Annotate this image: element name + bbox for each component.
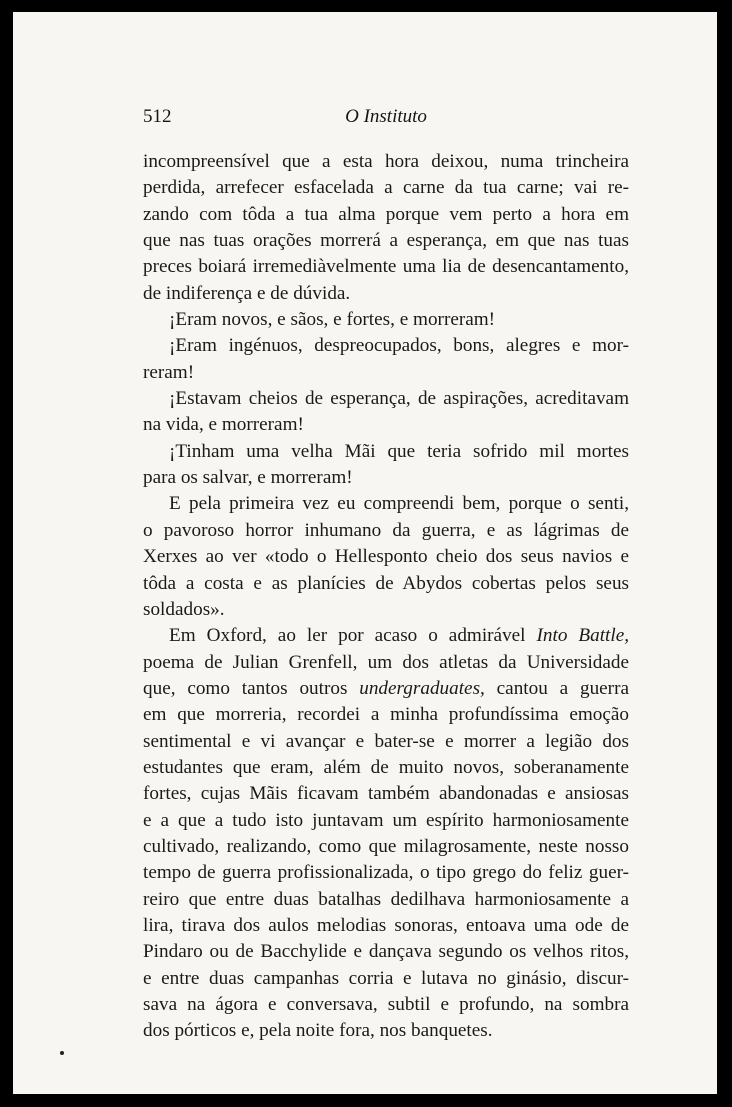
text-line: o pavoroso horror inhumano da guerra, e as lágrimas de bbox=[143, 519, 629, 541]
text-line: lira, tirava dos aulos melodias sonoras, entoava uma ode de bbox=[143, 914, 629, 936]
text-line: tempo de guerra profissionalizada, o tipo grego do feliz guer- bbox=[143, 862, 629, 884]
text-line: incompreensível que a esta hora deixou, numa trincheira bbox=[143, 151, 629, 172]
text-line: dos pórticos e, pela noite fora, nos banquetes. bbox=[143, 1020, 493, 1042]
text-line: poema de Julian Grenfell, um dos atletas da Universidade bbox=[143, 651, 629, 673]
text-line: fortes, cujas Mãis ficavam também abandonadas e ansiosas bbox=[143, 783, 629, 805]
text-line: ¡Tinham uma velha Mãi que teria sofrido mil mortes bbox=[169, 440, 629, 462]
text-line: cultivado, realizando, como que milagrosamente, neste nosso bbox=[143, 835, 629, 857]
text-line: ¡Eram ingénuos, despreocupados, bons, alegres e mor- bbox=[169, 335, 629, 357]
book-page bbox=[13, 12, 717, 1094]
text-line: sentimental e vi avançar e bater-se e morrer a legião dos bbox=[143, 730, 629, 752]
paragraph bbox=[143, 307, 629, 333]
text-line: Em Oxford, ao ler por acaso o admirável Into Battle, bbox=[169, 625, 630, 647]
body-text bbox=[143, 149, 629, 1045]
text-line: de indiferença e de dúvida. bbox=[143, 282, 351, 304]
text-line: tôda a costa e as planícies de Abydos cobertas pelos seus bbox=[143, 572, 629, 594]
paragraph bbox=[143, 623, 629, 1045]
text-line: zando com tôda a tua alma porque vem perto a hora em bbox=[143, 203, 629, 225]
paragraph bbox=[143, 386, 629, 439]
text-line: para os salvar, e morreram! bbox=[143, 467, 353, 489]
text-line: ¡Eram novos, e sãos, e fortes, e morreram! bbox=[169, 309, 496, 331]
print-speck bbox=[60, 1051, 64, 1055]
text-line: e entre duas campanhas corria e lutava no ginásio, discur- bbox=[143, 967, 629, 989]
text-line: e a que a tudo isto juntavam um espírito harmoniosamente bbox=[143, 809, 629, 831]
text-line: soldados». bbox=[143, 598, 225, 620]
text-line: Xerxes ao ver «todo o Hellesponto cheio dos seus navios e bbox=[143, 546, 629, 568]
page-header bbox=[143, 106, 629, 132]
text-line: ¡Estavam cheios de esperança, de aspirações, acreditavam bbox=[169, 388, 629, 410]
text-line: perdida, arrefecer esfacelada a carne da tua carne; vai re- bbox=[143, 177, 629, 199]
paragraph bbox=[143, 149, 629, 307]
text-line: que nas tuas orações morrerá a esperança, em que nas tuas bbox=[143, 230, 629, 252]
text-line: reiro que entre duas batalhas dedilhava harmoniosamente a bbox=[143, 888, 629, 910]
paragraph bbox=[143, 439, 629, 492]
paragraph bbox=[143, 491, 629, 623]
paragraph bbox=[143, 333, 629, 386]
text-line: estudantes que eram, além de muito novos, soberanamente bbox=[143, 756, 629, 778]
running-title: O Instituto bbox=[345, 106, 427, 127]
text-line: em que morreria, recordei a minha profundíssima emoção bbox=[143, 704, 629, 726]
text-line: reram! bbox=[143, 361, 195, 383]
text-line: Pindaro ou de Bacchylide e dançava segundo os velhos ritos, bbox=[143, 941, 629, 963]
text-line: que, como tantos outros undergraduates, cantou a guerra bbox=[143, 677, 629, 699]
text-line: na vida, e morreram! bbox=[143, 414, 304, 436]
text-line: E pela primeira vez eu compreendi bem, porque o senti, bbox=[169, 493, 629, 515]
text-line: preces boiará irremediàvelmente uma lia de desencantamento, bbox=[143, 256, 629, 278]
page-number: 512 bbox=[143, 106, 172, 127]
text-line: sava na ágora e conversava, subtil e profundo, na sombra bbox=[143, 994, 629, 1015]
